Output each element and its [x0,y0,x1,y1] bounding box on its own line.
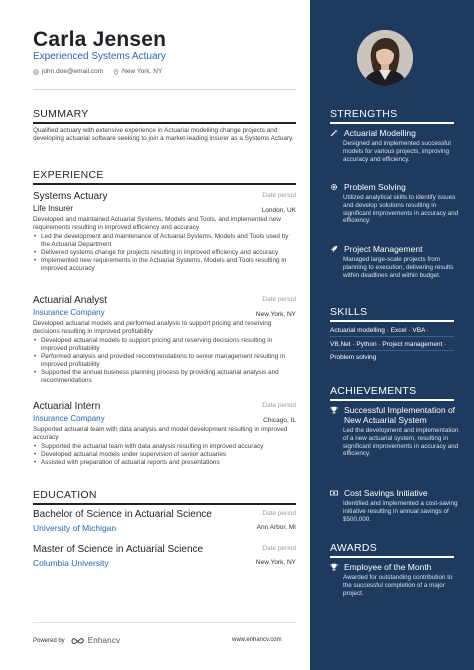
enhancv-logo-icon [71,637,85,645]
job-bullets [33,443,296,467]
job-title: Actuarial Intern [33,401,101,412]
profile-photo [357,30,413,86]
achievement-name: Cost Savings Initiative [344,488,428,498]
rocket-icon [330,245,338,253]
job-bullet: • Led the development and maintenance of Actuarial Systems, Models and Tools used by the Actuarial Department [33,233,296,249]
strengths-heading: STRENGTHS [330,108,398,120]
achievement-item [330,488,460,523]
school-name: Columbia University [33,558,109,568]
education-entry [33,544,296,568]
job-bullets [33,337,296,385]
location-contact [113,68,162,75]
trophy-icon [330,406,338,414]
achievements-heading: ACHIEVEMENTS [330,385,417,397]
enhancv-logo[interactable] [71,636,121,645]
powered-by [33,636,120,645]
candidate-role: Experienced Systems Actuary [33,51,166,62]
award-name: Employee of the Month [344,562,432,572]
job-description: Developed actuarial models and performed analysis to support pricing and reserving decisions resulting in improved profitability [33,320,272,335]
job-company: Insurance Company [33,308,105,317]
education-heading: EDUCATION [33,489,97,501]
header-divider [33,89,296,90]
experience-entry [33,191,296,273]
job-description: Developed and maintained Actuarial Systems, Models and Tools, and implemented new requirements resulting in improved efficiency and accuracy [33,216,281,231]
magic-wand-icon [330,129,338,137]
strength-description: Designed and implemented successful models for various projects, improving accuracy and efficiency. [343,140,451,163]
job-bullet: • Assisted with preparation of actuarial reports and presentations [33,459,296,467]
job-company: Life Insurer [33,204,74,213]
school-name: University of Michigan [33,523,117,533]
strength-item [330,244,460,279]
experience-heading: EXPERIENCE [33,169,104,181]
education-rule [33,503,296,505]
skills-heading: SKILLS [330,306,368,318]
powered-by-label: Powered by [33,637,65,644]
strength-item [330,182,460,225]
trophy-icon [330,563,338,571]
experience-entry [33,295,296,385]
skills-divider [330,350,454,351]
job-bullet: • Developed actuarial models under supervision of senior actuaries [33,451,296,459]
footer-website-link[interactable]: www.enhancv.com [232,637,282,643]
job-bullet: • Performed analysis and provided recommendations to senior management resulting in improved profitability [33,353,296,369]
job-title: Systems Actuary [33,191,108,202]
strength-name: Actuarial Modelling [344,128,416,138]
email-text: john.doe@email.com [42,68,104,75]
achievement-name: Successful Implementation of New Actuarial System [344,405,456,425]
achievements-rule [330,399,454,401]
education-date: Date period [262,545,296,552]
degree-title: Master of Science in Actuarial Science [33,544,204,555]
skills-divider [330,336,454,337]
job-location: New York, NY [255,311,296,318]
skills-line: VB.Net · Python · Project management · [330,341,447,348]
job-bullet: • Delivered systems change for projects resulting in improved efficiency and accuracy [33,249,296,257]
job-bullet: • Developed actuarial models to support pricing and reserving decisions resulting in improved profitability [33,337,296,353]
contact-line [33,68,162,75]
strength-description: Utilized analytical skills to identify issues and develop solutions resulting in significant improvements in accuracy and efficiency. [343,194,459,225]
strengths-rule [330,122,454,124]
strength-description: Managed large-scale projects from planning to execution, delivering results within deadlines and within budget. [343,256,454,279]
summary-heading: SUMMARY [33,108,89,120]
portrait-image [357,30,413,86]
location-pin-icon [113,69,119,75]
job-date: Date period [262,192,296,199]
award-item [330,562,460,597]
location-text: New York, NY [122,68,163,75]
achievement-item [330,405,460,458]
email-contact[interactable] [33,68,103,75]
strength-name: Problem Solving [344,182,406,192]
money-icon [330,489,338,497]
achievement-description: Identified and implemented a cost-saving initiative resulting in annual savings of $500,000. [343,500,458,523]
candidate-name: Carla Jensen [33,28,167,51]
awards-rule [330,556,454,558]
awards-heading: AWARDS [330,542,378,554]
gear-icon [330,183,338,191]
education-date: Date period [262,510,296,517]
award-description: Awarded for outstanding contribution to the successful completion of a major project. [343,574,453,597]
job-description: Supported actuarial team with data analysis and model development resulting in improved accuracy [33,426,288,441]
job-location: Chicago, IL [263,417,296,424]
school-location: New York, NY [255,559,296,566]
summary-rule [33,122,296,124]
job-company: Insurance Company [33,414,105,423]
at-icon [33,69,39,75]
job-bullet: • Supported the annual business planning process by providing actuarial analysis and recommendations [33,369,296,385]
job-bullet: • Supported the actuarial team with data analysis resulting in improved accuracy [33,443,296,451]
enhancv-brand-text: Enhancv [87,636,121,645]
job-date: Date period [262,402,296,409]
experience-rule [33,183,296,185]
education-entry [33,509,296,533]
job-location: London, UK [261,207,296,214]
strength-name: Project Management [344,244,423,254]
job-title: Actuarial Analyst [33,295,107,306]
job-bullet: • Implemented new requirements in the Actuarial Systems, Models and Tools resulting in improved accuracy [33,257,296,273]
school-location: Ann Arbor, MI [256,524,296,531]
experience-entry [33,401,296,467]
skills-line: Problem solving [330,354,377,361]
skills-rule [330,320,454,322]
footer-divider [33,622,296,623]
skills-line: Actuarial modelling · Excel · VBA · [330,327,429,334]
degree-title: Bachelor of Science in Actuarial Science [33,509,212,520]
strength-item [330,128,460,163]
achievement-description: Led the development and implementation of a new actuarial system, resulting in significant improvements in accuracy and efficiency. [343,427,459,458]
summary-text: Qualified actuary with extensive experience in Actuarial modelling change projects and developing actuarial software seeking to join a market-leading insurer as a Systems Actuary. [33,127,294,142]
job-bullets [33,233,296,273]
job-date: Date period [262,296,296,303]
